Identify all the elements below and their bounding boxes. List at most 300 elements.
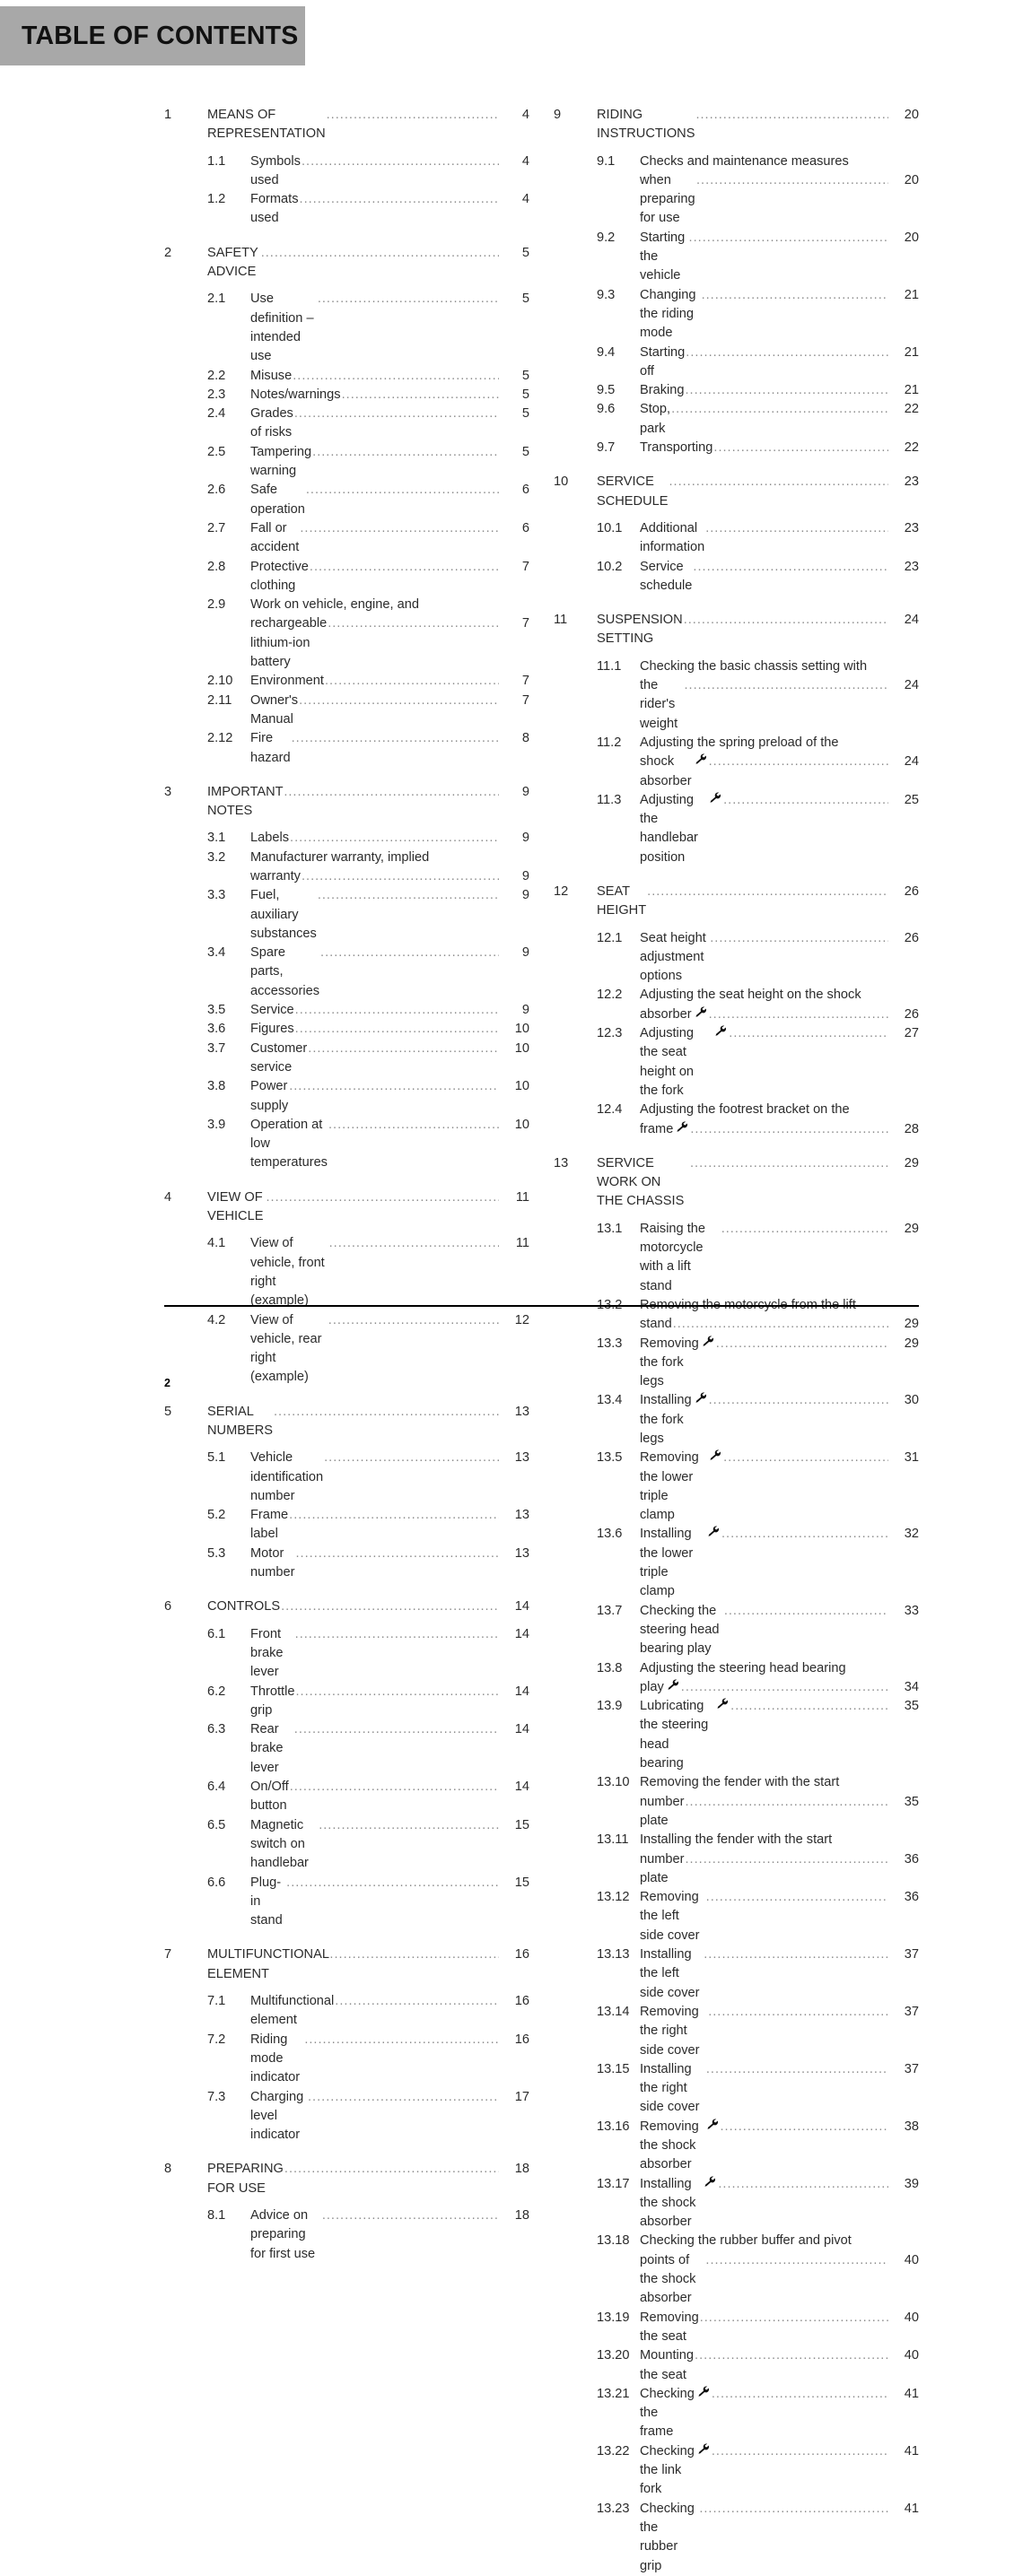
toc-entry-title: Lubricating the steering head bearing bbox=[640, 1699, 712, 1771]
toc-section-row[interactable] bbox=[554, 734, 919, 791]
toc-entry-number: 10.2 bbox=[597, 559, 623, 574]
toc-entry-title: PREPARING FOR USE bbox=[207, 2162, 287, 2196]
toc-section-row[interactable] bbox=[554, 1888, 919, 1945]
toc-entry-body bbox=[640, 657, 919, 734]
toc-section-row[interactable] bbox=[164, 1077, 529, 1116]
toc-page-number: 13 bbox=[514, 1508, 529, 1523]
toc-chapter-row[interactable] bbox=[554, 106, 919, 144]
toc-section-row[interactable] bbox=[164, 1720, 529, 1778]
wrench-icon bbox=[698, 2386, 710, 2398]
toc-page-number: 10 bbox=[514, 1022, 529, 1037]
toc-page-number: 15 bbox=[514, 1817, 529, 1832]
toc-entry-title: Work on vehicle, engine, and bbox=[250, 597, 419, 613]
toc-section-row[interactable] bbox=[164, 2206, 529, 2264]
toc-leader-dots bbox=[723, 791, 888, 810]
toc-section-row[interactable] bbox=[554, 2060, 919, 2118]
toc-entry-number: 4.2 bbox=[207, 1312, 226, 1327]
toc-entry-body bbox=[640, 381, 919, 400]
toc-page-number: 21 bbox=[904, 344, 919, 360]
toc-chapter-row[interactable] bbox=[554, 611, 919, 649]
toc-entry-number: 9.2 bbox=[597, 230, 616, 245]
toc-entry-title: Advice on preparing for first use bbox=[250, 2207, 316, 2261]
toc-entry-number: 13.15 bbox=[597, 2061, 630, 2076]
toc-leader-dots bbox=[304, 2031, 499, 2049]
toc-entry-title: Use definition – intended use bbox=[250, 292, 318, 364]
page-title: TABLE OF CONTENTS bbox=[22, 21, 299, 50]
toc-leader-dots bbox=[266, 1188, 499, 1207]
toc-page-number: 4 bbox=[521, 153, 529, 169]
toc-leader-dots bbox=[647, 883, 888, 901]
toc-section-row[interactable] bbox=[164, 1683, 529, 1721]
toc-entry-body bbox=[640, 2175, 919, 2232]
toc-section-row[interactable] bbox=[554, 791, 919, 867]
toc-chapter-row[interactable] bbox=[554, 1154, 919, 1212]
toc-entry-body bbox=[250, 1778, 529, 1816]
toc-chapter-row[interactable] bbox=[164, 244, 529, 283]
toc-entry-title: Owner's Manual bbox=[250, 692, 302, 727]
toc-page-number: 18 bbox=[514, 2162, 529, 2177]
toc-section-row[interactable] bbox=[554, 229, 919, 286]
toc-section-row[interactable] bbox=[164, 558, 529, 596]
toc-page-number: 23 bbox=[904, 559, 919, 574]
toc-page-number: 9 bbox=[521, 945, 529, 961]
toc-entry-body bbox=[250, 1625, 529, 1683]
toc-leader-dots bbox=[322, 2206, 499, 2225]
toc-entry-body bbox=[640, 1335, 919, 1392]
toc-page-number: 20 bbox=[904, 230, 919, 245]
toc-entry-number: 3.2 bbox=[207, 849, 226, 865]
toc-entry-body bbox=[640, 229, 919, 286]
toc-page-number: 37 bbox=[904, 2061, 919, 2076]
toc-entry-title: Power supply bbox=[250, 1079, 292, 1113]
toc-entry-body bbox=[250, 1449, 529, 1506]
toc-entry-number: 7.2 bbox=[207, 2032, 226, 2047]
toc-entry-number: 13.9 bbox=[597, 1699, 623, 1714]
toc-section-row[interactable] bbox=[164, 1992, 529, 2031]
toc-entry-number: 10.1 bbox=[597, 520, 623, 535]
toc-entry-title-continued: rechargeable lithium-ion battery bbox=[250, 616, 331, 670]
toc-entry-number: 11.1 bbox=[597, 658, 622, 674]
toc-section-row[interactable] bbox=[164, 290, 529, 366]
toc-section-row[interactable] bbox=[164, 367, 529, 386]
toc-page-number: 41 bbox=[904, 2443, 919, 2459]
toc-entry-number: 6.2 bbox=[207, 1684, 226, 1699]
toc-section-row[interactable] bbox=[554, 1296, 919, 1335]
toc-entry-title: Removing the seat bbox=[640, 2310, 703, 2344]
wrench-icon bbox=[668, 1679, 679, 1691]
toc-entry-body bbox=[250, 152, 529, 191]
toc-leader-dots bbox=[335, 1992, 499, 2011]
toc-entry-body bbox=[250, 1992, 529, 2031]
toc-entry-title: Checking the link fork bbox=[640, 2443, 698, 2497]
toc-leader-dots bbox=[302, 152, 499, 171]
toc-chapter-row[interactable] bbox=[164, 783, 529, 822]
toc-section-row[interactable] bbox=[554, 1945, 919, 2003]
toc-leader-dots bbox=[295, 1625, 499, 1644]
toc-section-row[interactable] bbox=[554, 1525, 919, 1601]
toc-entry-number: 11 bbox=[554, 613, 568, 628]
toc-entry-number: 9.6 bbox=[597, 402, 616, 417]
toc-section-row[interactable] bbox=[554, 558, 919, 596]
toc-entry-body bbox=[250, 558, 529, 596]
toc-section-row[interactable] bbox=[164, 386, 529, 405]
toc-entry-number: 3.7 bbox=[207, 1040, 226, 1056]
toc-page-number: 5 bbox=[521, 387, 529, 402]
toc-section-row[interactable] bbox=[554, 344, 919, 382]
toc-leader-dots bbox=[686, 344, 888, 362]
toc-page-number: 11 bbox=[515, 1236, 529, 1251]
toc-section-row[interactable] bbox=[164, 849, 529, 887]
toc-entry-body bbox=[640, 1602, 919, 1659]
wrench-icon bbox=[708, 1526, 720, 1537]
toc-page-number: 14 bbox=[514, 1684, 529, 1699]
toc-chapter-row[interactable] bbox=[164, 106, 529, 144]
toc-page-number: 38 bbox=[904, 2119, 919, 2134]
toc-entry-number: 6.3 bbox=[207, 1722, 226, 1737]
toc-page-number: 26 bbox=[904, 883, 919, 899]
toc-entry-number: 3.8 bbox=[207, 1079, 226, 1094]
toc-entry-title: Formats used bbox=[250, 192, 302, 226]
toc-entry-body bbox=[250, 1020, 529, 1039]
toc-section-row[interactable] bbox=[164, 1020, 529, 1039]
toc-entry-body bbox=[250, 692, 529, 730]
toc-entry-title: Symbols used bbox=[250, 153, 305, 187]
toc-entry-number: 2.5 bbox=[207, 444, 226, 459]
toc-section-row[interactable] bbox=[554, 2118, 919, 2175]
wrench-icon bbox=[703, 1336, 714, 1347]
toc-entry-title: Misuse bbox=[250, 368, 293, 383]
toc-section-row[interactable] bbox=[554, 2232, 919, 2308]
toc-section-row[interactable] bbox=[164, 2031, 529, 2088]
toc-leader-dots bbox=[295, 1001, 499, 1020]
toc-entry-title-continued: points of the shock absorber bbox=[640, 2252, 700, 2306]
toc-chapter-row[interactable] bbox=[164, 1188, 529, 1227]
toc-section-row[interactable] bbox=[164, 190, 529, 229]
toc-entry-title: CONTROLS bbox=[207, 1599, 281, 1614]
toc-entry-body bbox=[250, 1720, 529, 1778]
toc-leader-dots bbox=[712, 2385, 888, 2404]
toc-section-row[interactable] bbox=[554, 400, 919, 439]
toc-leader-dots bbox=[329, 1945, 499, 1964]
toc-leader-dots bbox=[706, 1888, 888, 1907]
toc-section-row[interactable] bbox=[554, 1220, 919, 1296]
toc-entry-body bbox=[250, 481, 529, 519]
toc-section-row[interactable] bbox=[164, 1816, 529, 1874]
toc-page-number: 29 bbox=[904, 1317, 919, 1332]
toc-entry-title: View of vehicle, rear right (example) bbox=[250, 1312, 326, 1385]
toc-entry-title: Motor number bbox=[250, 1545, 295, 1580]
toc-leader-dots bbox=[706, 2060, 888, 2079]
toc-section-row[interactable] bbox=[554, 1773, 919, 1831]
toc-entry-title: View of vehicle, front right (example) bbox=[250, 1236, 328, 1309]
wrench-icon bbox=[698, 2443, 710, 2455]
toc-entry-number: 5 bbox=[164, 1404, 172, 1419]
toc-section-row[interactable] bbox=[164, 1116, 529, 1173]
toc-entry-title: Changing the riding mode bbox=[640, 287, 700, 341]
footer-page-number: 2 bbox=[164, 1377, 170, 1389]
toc-page-number: 33 bbox=[904, 1603, 919, 1618]
toc-page-number: 39 bbox=[904, 2176, 919, 2191]
toc-section-row[interactable] bbox=[554, 1831, 919, 1888]
toc-entry-body bbox=[250, 519, 529, 558]
toc-section-row[interactable] bbox=[554, 1659, 919, 1698]
toc-page-number: 21 bbox=[904, 287, 919, 302]
toc-entry-body bbox=[250, 1116, 529, 1173]
toc-page-number: 26 bbox=[904, 1006, 919, 1022]
toc-section-row[interactable] bbox=[164, 152, 529, 191]
toc-section-row[interactable] bbox=[164, 1311, 529, 1388]
toc-section-row[interactable] bbox=[164, 481, 529, 519]
toc-leader-dots bbox=[310, 558, 499, 577]
toc-entry-title: Plug-in stand bbox=[250, 1875, 283, 1928]
toc-entry-title: Spare parts, accessories bbox=[250, 945, 320, 998]
toc-leader-dots bbox=[324, 1449, 499, 1467]
wrench-icon bbox=[695, 753, 707, 765]
wrench-icon bbox=[710, 1449, 721, 1461]
toc-leader-dots bbox=[709, 1391, 888, 1410]
toc-section-row[interactable] bbox=[164, 1234, 529, 1310]
toc-page-number: 9 bbox=[521, 831, 529, 846]
toc-section-row[interactable] bbox=[554, 1449, 919, 1525]
toc-entry-title: SERVICE SCHEDULE bbox=[597, 474, 669, 509]
toc-entry-body bbox=[640, 2309, 919, 2347]
footer-divider bbox=[164, 1305, 919, 1307]
toc-page-number: 5 bbox=[521, 368, 529, 383]
toc-entry-body bbox=[640, 1659, 919, 1698]
toc-section-row[interactable] bbox=[554, 2442, 919, 2500]
toc-section-row[interactable] bbox=[554, 286, 919, 344]
toc-entry-number: 12.3 bbox=[597, 1026, 623, 1041]
toc-section-row[interactable] bbox=[164, 2088, 529, 2145]
toc-entry-body bbox=[640, 439, 919, 457]
toc-entry-number: 3.5 bbox=[207, 1003, 226, 1018]
toc-page-number: 14 bbox=[514, 1722, 529, 1737]
toc-section-row[interactable] bbox=[554, 2385, 919, 2442]
toc-entry-title-continued: number plate bbox=[640, 1794, 688, 1828]
toc-section-row[interactable] bbox=[164, 1040, 529, 1078]
toc-leader-dots bbox=[709, 753, 888, 771]
toc-page-number: 9 bbox=[521, 868, 529, 883]
toc-chapter-row[interactable] bbox=[554, 883, 919, 921]
toc-entry-number: 8.1 bbox=[207, 2207, 226, 2223]
toc-section-row[interactable] bbox=[554, 519, 919, 558]
page-header-banner bbox=[0, 6, 305, 65]
toc-section-row[interactable] bbox=[554, 1602, 919, 1659]
toc-section-row[interactable] bbox=[554, 1335, 919, 1392]
toc-entry-number: 13.4 bbox=[597, 1393, 623, 1408]
toc-section-row[interactable] bbox=[164, 443, 529, 482]
wrench-icon bbox=[695, 1392, 707, 1404]
toc-section-row[interactable] bbox=[164, 944, 529, 1001]
toc-entry-number: 13.10 bbox=[597, 1775, 630, 1790]
toc-section-row[interactable] bbox=[554, 2175, 919, 2232]
toc-entry-body bbox=[640, 2118, 919, 2175]
toc-chapter-row[interactable] bbox=[164, 1597, 529, 1616]
toc-page-number: 40 bbox=[904, 2252, 919, 2267]
toc-entry-body bbox=[250, 386, 529, 405]
toc-entry-body bbox=[640, 2346, 919, 2385]
toc-page-number: 35 bbox=[904, 1699, 919, 1714]
toc-leader-dots bbox=[300, 519, 499, 538]
toc-entry-body bbox=[640, 1101, 919, 1139]
toc-entry-number: 5.3 bbox=[207, 1545, 226, 1561]
toc-entry-body bbox=[250, 405, 529, 443]
toc-page-number: 36 bbox=[904, 1890, 919, 1905]
toc-entry-title: Figures bbox=[250, 1022, 294, 1037]
toc-section-row[interactable] bbox=[164, 1506, 529, 1545]
toc-page-number: 36 bbox=[904, 1851, 919, 1867]
toc-entry-title: Front brake lever bbox=[250, 1626, 287, 1680]
toc-section-row[interactable] bbox=[554, 2346, 919, 2385]
toc-page-number: 34 bbox=[904, 1679, 919, 1694]
toc-page-number: 9 bbox=[521, 888, 529, 903]
wrench-icon bbox=[695, 1006, 707, 1018]
toc-entry-number: 2.12 bbox=[207, 731, 233, 746]
toc-section-row[interactable] bbox=[164, 1625, 529, 1683]
toc-leader-dots bbox=[286, 1874, 499, 1893]
toc-entry-body bbox=[597, 611, 919, 649]
toc-section-row[interactable] bbox=[554, 2003, 919, 2060]
toc-leader-dots bbox=[342, 386, 499, 405]
toc-leader-dots bbox=[729, 1024, 888, 1043]
toc-page-number: 13 bbox=[514, 1404, 529, 1419]
toc-page-number: 16 bbox=[514, 1947, 529, 1962]
toc-leader-dots bbox=[295, 1545, 499, 1563]
toc-section-row[interactable] bbox=[554, 2309, 919, 2347]
toc-section-row[interactable] bbox=[554, 381, 919, 400]
toc-chapter-row[interactable] bbox=[164, 1945, 529, 1984]
toc-section-row[interactable] bbox=[164, 1449, 529, 1506]
toc-section-row[interactable] bbox=[554, 152, 919, 229]
toc-leader-dots bbox=[708, 2003, 888, 2022]
toc-leader-dots bbox=[695, 2346, 888, 2365]
toc-entry-title: Transporting bbox=[640, 440, 713, 456]
toc-page-number: 23 bbox=[904, 520, 919, 535]
toc-entry-body bbox=[250, 1001, 529, 1020]
toc-leader-dots bbox=[721, 1220, 888, 1239]
toc-entry-number: 2.11 bbox=[207, 692, 232, 708]
toc-entry-title-continued: frame bbox=[640, 1121, 674, 1136]
toc-entry-number: 2.8 bbox=[207, 559, 226, 574]
toc-entry-body bbox=[250, 1040, 529, 1078]
toc-entry-number: 4.1 bbox=[207, 1236, 226, 1251]
toc-leader-dots bbox=[705, 2251, 888, 2270]
toc-entry-title: MULTIFUNCTIONAL ELEMENT bbox=[207, 1947, 333, 1981]
toc-page-number: 21 bbox=[904, 383, 919, 398]
toc-entry-title: Service schedule bbox=[640, 559, 693, 593]
toc-section-row[interactable] bbox=[554, 1697, 919, 1773]
toc-leader-dots bbox=[721, 1525, 888, 1544]
toc-leader-dots bbox=[671, 400, 888, 419]
toc-page-number: 24 bbox=[904, 678, 919, 693]
toc-entry-body bbox=[640, 286, 919, 344]
toc-entry-number: 3.4 bbox=[207, 945, 226, 961]
toc-section-row[interactable] bbox=[554, 1101, 919, 1139]
toc-page-number: 30 bbox=[904, 1393, 919, 1408]
toc-entry-title: MEANS OF REPRESENTATION bbox=[207, 108, 326, 142]
toc-section-row[interactable] bbox=[164, 1545, 529, 1583]
toc-entry-title: Customer service bbox=[250, 1040, 311, 1075]
toc-entry-title: Checking the frame bbox=[640, 2386, 698, 2440]
toc-entry-number: 13.18 bbox=[597, 2233, 630, 2249]
toc-entry-number: 2.3 bbox=[207, 387, 226, 402]
toc-entry-number: 5.1 bbox=[207, 1450, 226, 1466]
toc-section-row[interactable] bbox=[554, 1024, 919, 1101]
toc-entry-body bbox=[250, 367, 529, 386]
toc-chapter-row[interactable] bbox=[164, 2160, 529, 2198]
toc-entry-title: SUSPENSION SETTING bbox=[597, 613, 686, 647]
toc-section-row[interactable] bbox=[164, 672, 529, 691]
toc-entry-number: 13 bbox=[554, 1155, 569, 1171]
toc-leader-dots bbox=[704, 1945, 888, 1964]
toc-leader-dots bbox=[685, 381, 888, 400]
toc-entry-body bbox=[597, 473, 919, 511]
toc-entry-title: Installing the shock absorber bbox=[640, 2176, 700, 2230]
toc-leader-dots bbox=[713, 439, 888, 457]
toc-entry-body bbox=[250, 729, 529, 768]
toc-entry-title: Braking bbox=[640, 383, 685, 398]
toc-leader-dots bbox=[685, 1850, 888, 1869]
toc-entry-number: 4 bbox=[164, 1189, 172, 1205]
toc-section-row[interactable] bbox=[164, 405, 529, 443]
toc-section-row[interactable] bbox=[554, 1391, 919, 1449]
toc-entry-title: Fall or accident bbox=[250, 520, 300, 555]
toc-page-number: 29 bbox=[904, 1155, 919, 1171]
toc-entry-body bbox=[640, 1697, 919, 1773]
toc-section-row[interactable] bbox=[554, 657, 919, 734]
toc-entry-number: 9.5 bbox=[597, 383, 616, 398]
toc-section-row[interactable] bbox=[554, 2500, 919, 2576]
toc-section-row[interactable] bbox=[554, 929, 919, 987]
toc-section-row[interactable] bbox=[164, 1874, 529, 1931]
toc-entry-number: 2.1 bbox=[207, 292, 226, 307]
toc-page-number: 10 bbox=[514, 1040, 529, 1056]
toc-entry-title: Seat height adjustment options bbox=[640, 930, 710, 984]
toc-entry-title: Raising the motorcycle with a lift stand bbox=[640, 1221, 710, 1293]
toc-entry-number: 12 bbox=[554, 883, 569, 899]
toc-section-row[interactable] bbox=[164, 886, 529, 944]
toc-section-row[interactable] bbox=[164, 692, 529, 730]
toc-entry-body bbox=[250, 1077, 529, 1116]
toc-section-row[interactable] bbox=[164, 1778, 529, 1816]
toc-section-row[interactable] bbox=[554, 986, 919, 1024]
toc-section-row[interactable] bbox=[164, 596, 529, 672]
toc-entry-body bbox=[250, 944, 529, 1001]
toc-entry-title: Protective clothing bbox=[250, 559, 312, 593]
toc-section-row[interactable] bbox=[164, 729, 529, 768]
toc-leader-dots bbox=[318, 886, 499, 905]
toc-entry-body bbox=[640, 1220, 919, 1296]
toc-leader-dots bbox=[290, 829, 499, 848]
toc-leader-dots bbox=[308, 1040, 499, 1058]
toc-entry-number: 12.4 bbox=[597, 1102, 623, 1118]
toc-entry-body bbox=[640, 1296, 919, 1335]
toc-chapter-row[interactable] bbox=[554, 473, 919, 511]
toc-entry-body bbox=[640, 791, 919, 867]
toc-section-row[interactable] bbox=[164, 519, 529, 558]
toc-entry-title: Adjusting the footrest bracket on the bbox=[640, 1102, 850, 1118]
toc-entry-title: Magnetic switch on handlebar bbox=[250, 1817, 309, 1871]
toc-entry-body bbox=[250, 1816, 529, 1874]
toc-section-row[interactable] bbox=[164, 829, 529, 848]
toc-entry-number: 6 bbox=[164, 1599, 172, 1614]
toc-section-row[interactable] bbox=[554, 439, 919, 457]
toc-section-row[interactable] bbox=[164, 1001, 529, 1020]
toc-entry-number: 9 bbox=[554, 108, 562, 122]
toc-entry-number: 13.14 bbox=[597, 2004, 630, 2019]
toc-page-number: 32 bbox=[904, 1527, 919, 1542]
toc-leader-dots bbox=[290, 1778, 499, 1797]
